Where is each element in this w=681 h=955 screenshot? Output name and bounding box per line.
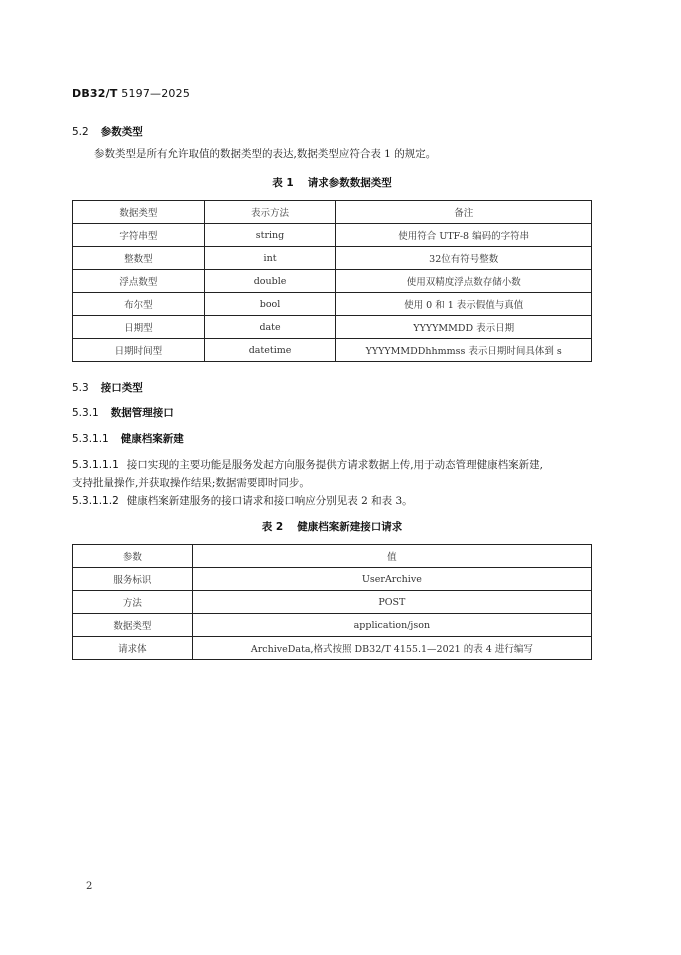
table-row: [73, 614, 592, 637]
table-cell: 字符串型: [73, 224, 205, 247]
table-cell: 方法: [73, 591, 193, 614]
table-row: [73, 224, 592, 247]
table-cell: 服务标识: [73, 568, 193, 591]
table1-header-cell: 表示方法: [204, 201, 336, 224]
paragraph-text: 健康档案新建服务的接口请求和接口响应分别见表 2 和表 3。: [126, 495, 413, 507]
table-cell: 使用双精度浮点数存储小数: [336, 270, 592, 293]
table-row: [73, 568, 592, 591]
paragraph-number: 5.3.1.1.2: [72, 495, 119, 507]
section-title: 数据管理接口: [110, 407, 174, 419]
paragraph-5-3-1-1-2: [72, 492, 413, 510]
standard-code-bold: DB32/T: [72, 87, 118, 100]
paragraph-number: 5.3.1.1.1: [72, 459, 119, 471]
section-5-3-heading: [72, 380, 143, 395]
table-row: [73, 339, 592, 362]
table-cell: int: [204, 247, 336, 270]
table-row: [73, 293, 592, 316]
section-number: 5.3: [72, 382, 89, 394]
table-cell: 布尔型: [73, 293, 205, 316]
paragraph-line: 接口实现的主要功能是服务发起方向服务提供方请求数据上传,用于动态管理健康档案新建,: [126, 459, 543, 471]
table-row: [73, 637, 592, 660]
table-cell: 浮点数型: [73, 270, 205, 293]
table1-header-cell: 数据类型: [73, 201, 205, 224]
section-title: 健康档案新建: [120, 433, 184, 445]
table1-header-row: [73, 201, 592, 224]
table-cell: 日期型: [73, 316, 205, 339]
table-row: [73, 247, 592, 270]
table-cell: date: [204, 316, 336, 339]
table-cell: 日期时间型: [73, 339, 205, 362]
standard-code: [72, 87, 190, 100]
table-cell: POST: [192, 591, 591, 614]
table-row: [73, 591, 592, 614]
table1-caption-title: 请求参数数据类型: [307, 177, 392, 189]
section-title: 接口类型: [100, 382, 143, 394]
table-cell: 使用符合 UTF-8 编码的字符串: [336, 224, 592, 247]
table2-header-cell: 值: [192, 545, 591, 568]
section-number: 5.3.1: [72, 407, 99, 419]
table1-caption: [72, 175, 592, 190]
table-cell: bool: [204, 293, 336, 316]
table-row: [73, 270, 592, 293]
table-cell: 使用 0 和 1 表示假值与真值: [336, 293, 592, 316]
table2-header-row: [73, 545, 592, 568]
table-cell: 整数型: [73, 247, 205, 270]
standard-code-number: 5197—2025: [117, 87, 191, 100]
table2-caption: [72, 519, 592, 534]
table2-caption-title: 健康档案新建接口请求: [297, 521, 403, 533]
section-number: 5.2: [72, 126, 89, 138]
table-cell: YYYYMMDDhhmmss 表示日期时间具体到 s: [336, 339, 592, 362]
table-cell: UserArchive: [192, 568, 591, 591]
table-cell: ArchiveData,格式按照 DB32/T 4155.1—2021 的表 4 进行编写: [192, 637, 591, 660]
table1-caption-number: 表 1: [272, 177, 294, 189]
section-5-2-text: 参数类型是所有允许取值的数据类型的表达,数据类型应符合表 1 的规定。: [94, 148, 437, 160]
section-5-3-1-1-heading: [72, 431, 184, 446]
section-5-3-1-heading: [72, 405, 174, 420]
section-number: 5.3.1.1: [72, 433, 109, 445]
table2: [72, 544, 592, 660]
section-title: 参数类型: [100, 126, 143, 138]
paragraph-line: 支持批量操作,并获取操作结果;数据需要即时同步。: [72, 477, 310, 489]
table2-caption-number: 表 2: [261, 521, 284, 533]
table-cell: 请求体: [73, 637, 193, 660]
table-cell: datetime: [204, 339, 336, 362]
table1: [72, 200, 592, 362]
page-number: 2: [86, 881, 93, 892]
section-5-2-heading: [72, 124, 143, 139]
table-cell: 32位有符号整数: [336, 247, 592, 270]
table-row: [73, 316, 592, 339]
table-cell: double: [204, 270, 336, 293]
table-cell: string: [204, 224, 336, 247]
table1-header-cell: 备注: [336, 201, 592, 224]
table-cell: YYYYMMDD 表示日期: [336, 316, 592, 339]
table2-header-cell: 参数: [73, 545, 193, 568]
table-cell: 数据类型: [73, 614, 193, 637]
paragraph-5-3-1-1-1: [72, 456, 597, 492]
table-cell: application/json: [192, 614, 591, 637]
